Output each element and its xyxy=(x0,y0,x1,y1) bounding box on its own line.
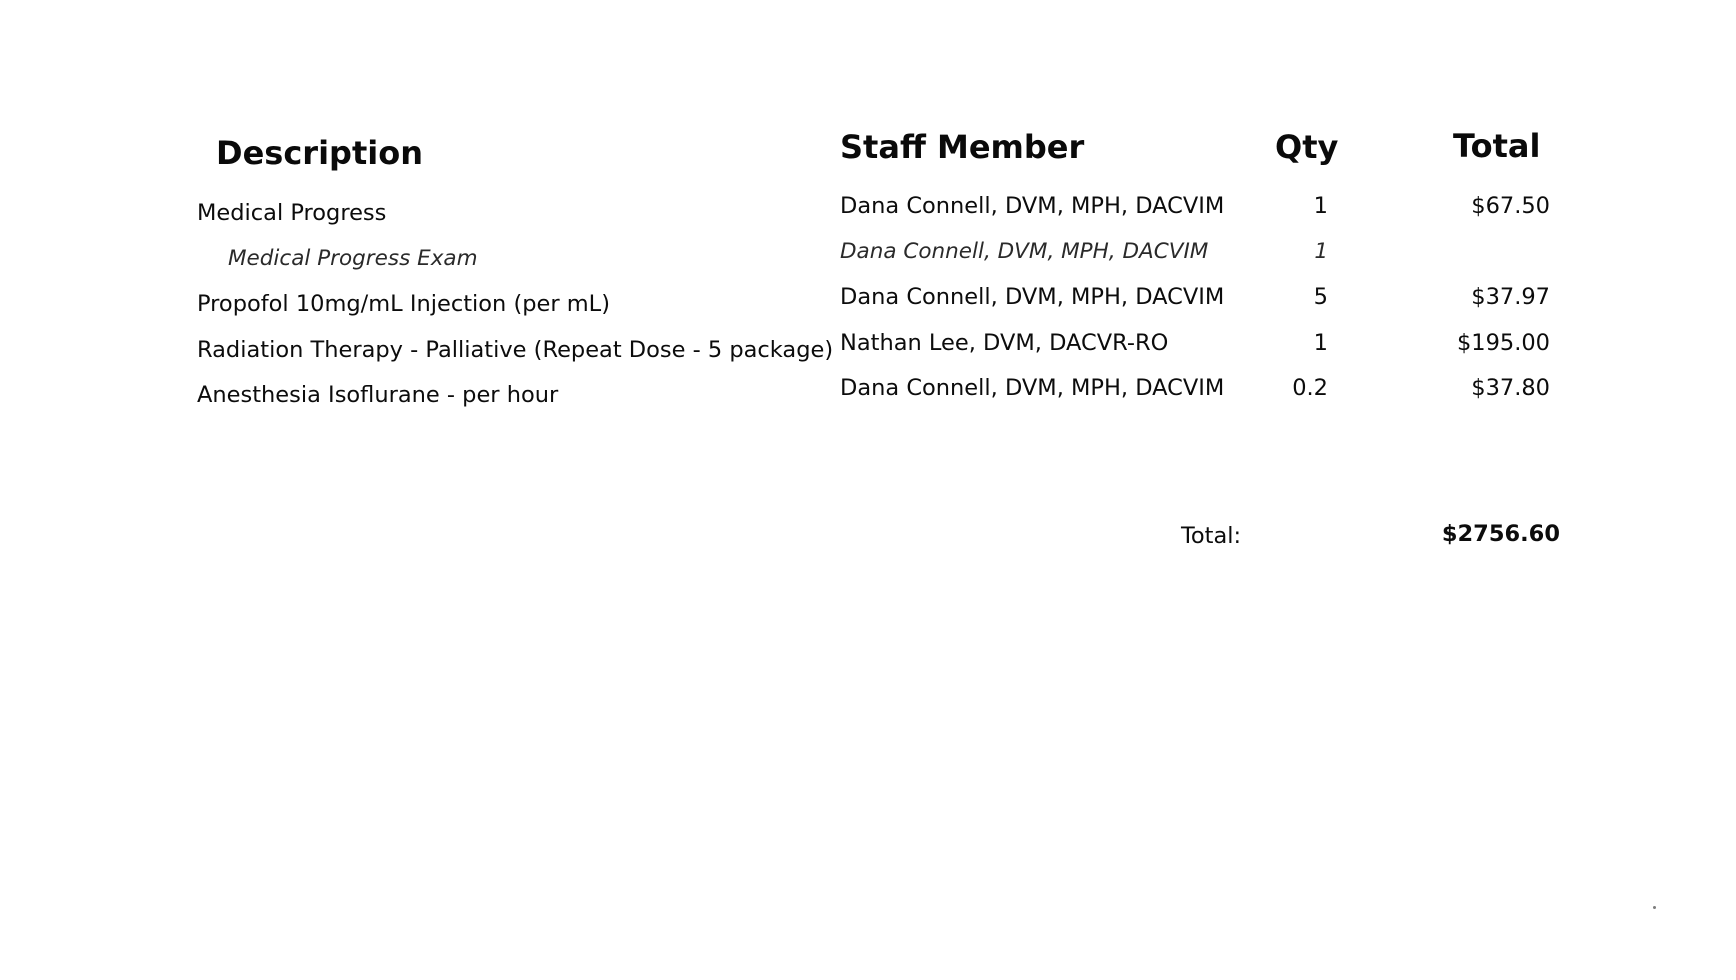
item-staff: Nathan Lee, DVM, DACVR-RO xyxy=(840,329,1169,356)
line-items xyxy=(0,193,1736,424)
grand-total-value: $2756.60 xyxy=(1441,521,1560,547)
staff-member-header: Staff Member xyxy=(840,128,1085,166)
description-header: Description xyxy=(216,134,423,172)
item-description: Radiation Therapy - Palliative (Repeat Dose - 5 package) xyxy=(197,336,834,363)
item-staff: Dana Connell, DVM, MPH, DACVIM xyxy=(840,193,1225,219)
grand-total-label: Total: xyxy=(1181,523,1242,549)
item-staff: Dana Connell, DVM, MPH, DACVIM xyxy=(840,238,1209,264)
item-qty: 1 xyxy=(1313,193,1328,219)
item-qty: 0.2 xyxy=(1292,375,1328,401)
item-total: $67.50 xyxy=(1471,193,1550,219)
item-total: $37.80 xyxy=(1471,375,1550,401)
item-total: $195.00 xyxy=(1456,329,1550,356)
qty-header: Qty xyxy=(1275,128,1339,166)
item-total: $37.97 xyxy=(1471,284,1550,310)
item-description: Medical Progress xyxy=(197,200,387,226)
total-header: Total xyxy=(1453,127,1541,165)
item-staff: Dana Connell, DVM, MPH, DACVIM xyxy=(840,375,1225,401)
line-item xyxy=(0,375,1736,424)
item-description: Anesthesia Isoflurane - per hour xyxy=(197,382,559,408)
scan-speck xyxy=(1653,906,1656,909)
item-qty: 1 xyxy=(1314,238,1328,264)
item-qty: 5 xyxy=(1313,284,1328,310)
item-description: Medical Progress Exam xyxy=(228,245,478,271)
item-staff: Dana Connell, DVM, MPH, DACVIM xyxy=(840,284,1225,310)
item-qty: 1 xyxy=(1313,329,1328,356)
item-description: Propofol 10mg/mL Injection (per mL) xyxy=(197,291,610,317)
